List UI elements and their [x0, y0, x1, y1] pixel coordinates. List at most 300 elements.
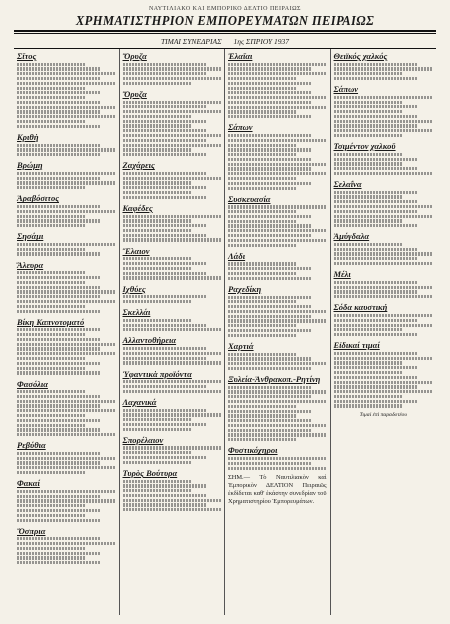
- price-line: [17, 110, 101, 113]
- price-line: [123, 229, 192, 232]
- price-line: [334, 134, 404, 137]
- price-line: [123, 385, 207, 388]
- price-line: [334, 314, 434, 317]
- price-line: [123, 361, 222, 364]
- price-line: [123, 418, 192, 421]
- commodity-section: [123, 307, 222, 331]
- price-line: [334, 205, 434, 208]
- price-line: [228, 305, 312, 308]
- price-line: [228, 220, 297, 223]
- commodity-section: [228, 341, 327, 370]
- price-line: [123, 503, 207, 506]
- price-line: [334, 252, 434, 255]
- commodity-section: [334, 84, 434, 137]
- commodity-heading: Ἄλευρα: [17, 259, 44, 270]
- price-line: [123, 224, 207, 227]
- commodity-section: [17, 260, 116, 313]
- price-line: [334, 404, 404, 407]
- price-line: [334, 195, 404, 198]
- commodity-section: [17, 478, 116, 521]
- price-line: [123, 480, 192, 483]
- price-line: [228, 139, 327, 142]
- commodity-section: [123, 246, 222, 280]
- price-line: [123, 499, 222, 502]
- price-line: [17, 514, 86, 517]
- price-line: [228, 187, 297, 190]
- commodity-heading: Ρεβύθια: [17, 440, 46, 451]
- price-line: [334, 124, 419, 127]
- commodity-section: [17, 317, 116, 375]
- price-line: [228, 424, 327, 427]
- commodity-heading: Κριθὴ: [17, 131, 39, 142]
- price-line: [228, 67, 312, 70]
- price-line: [228, 229, 327, 232]
- price-line: [228, 400, 327, 403]
- column-3: [225, 49, 331, 615]
- price-line: [334, 200, 419, 203]
- price-line: [123, 456, 207, 459]
- price-line: [17, 409, 116, 412]
- commodity-section: [123, 369, 222, 393]
- price-line: [17, 509, 101, 512]
- price-line: [17, 248, 86, 251]
- price-line: [334, 290, 419, 293]
- price-line: [17, 286, 101, 289]
- price-line: [17, 556, 86, 559]
- price-line: [17, 153, 101, 156]
- price-line: [334, 371, 404, 374]
- price-line: [123, 172, 207, 175]
- price-line: [17, 148, 116, 151]
- price-line: [123, 267, 192, 270]
- price-line: [123, 347, 207, 350]
- commodity-heading: Φυστικόχηροι: [228, 445, 278, 456]
- price-line: [123, 124, 192, 127]
- price-line: [228, 96, 327, 99]
- commodity-heading: Φακαί: [17, 478, 40, 489]
- price-line: [17, 106, 116, 109]
- price-line: [228, 262, 297, 265]
- price-line: [17, 219, 101, 222]
- price-line: [334, 158, 419, 161]
- price-line: [17, 404, 101, 407]
- price-line: [17, 461, 101, 464]
- price-line: [228, 267, 312, 270]
- price-line: [334, 96, 434, 99]
- price-line: [123, 63, 207, 66]
- price-line: [228, 462, 312, 465]
- price-line: [17, 561, 101, 564]
- price-line: [123, 191, 192, 194]
- commodity-section: [334, 51, 434, 80]
- price-line: [17, 295, 101, 298]
- price-line: [334, 129, 434, 132]
- price-line: [123, 134, 222, 137]
- price-line: [17, 367, 86, 370]
- price-line: [17, 471, 86, 474]
- notice-text: ΣΗΜ.— Τὸ Ναυτιλιακὸν καὶ Ἐμπορικὸν ΔΕΛΤΙΟΝ Πειραιῶς ἐκδίδεται καθ' ἑκάστην συνεδρίαν τοῦ Χρηματιστηρίου Ἐμπορευμάτων.: [228, 473, 327, 505]
- price-line: [334, 120, 434, 123]
- commodity-heading: Ἀραβόσιτος: [17, 193, 59, 204]
- price-line: [228, 353, 297, 356]
- price-line: [123, 276, 222, 279]
- price-line: [123, 148, 192, 151]
- masthead-rule: [14, 30, 436, 32]
- column-2: [120, 49, 226, 615]
- commodity-heading: Λαχανικά: [122, 396, 157, 407]
- price-line: [334, 101, 404, 104]
- price-line: [17, 281, 86, 284]
- commodity-heading: Ραχεδίκη: [228, 283, 262, 294]
- price-line: [17, 101, 101, 104]
- commodity-section: [123, 397, 222, 431]
- price-line: [17, 419, 101, 422]
- price-line: [123, 272, 207, 275]
- price-line: [334, 248, 419, 251]
- price-line: [228, 172, 327, 175]
- commodity-heading: Χαρτιά: [228, 340, 254, 351]
- price-line: [334, 219, 404, 222]
- price-line: [228, 334, 297, 337]
- price-line: [228, 148, 312, 151]
- price-line: [123, 390, 222, 393]
- price-line: [334, 72, 404, 75]
- commodity-section: [228, 122, 327, 189]
- price-line: [228, 91, 312, 94]
- commodity-heading: Ζαχάρεις: [122, 160, 155, 171]
- price-line: [334, 172, 434, 175]
- commodity-heading: Βίκη Καπνοτοματό: [17, 316, 85, 327]
- column-1: [14, 49, 120, 615]
- price-line: [334, 352, 419, 355]
- price-line: [17, 466, 116, 469]
- price-line: [228, 77, 297, 80]
- price-line: [228, 134, 312, 137]
- commodity-section: [17, 132, 116, 156]
- price-line: [228, 110, 297, 113]
- commodity-section: [17, 379, 116, 437]
- commodity-heading: Ὄρυζα: [122, 51, 147, 61]
- price-line: [334, 357, 434, 360]
- commodity-section: [228, 194, 327, 247]
- price-line: [17, 72, 116, 75]
- price-line: [123, 196, 207, 199]
- commodity-section: [123, 160, 222, 199]
- price-line: [228, 72, 327, 75]
- price-line: [17, 552, 101, 555]
- commodity-heading: Σκελλάι: [122, 307, 151, 318]
- commodity-heading: Ὄσπρια: [17, 525, 46, 536]
- commodity-section: [228, 374, 327, 441]
- commodity-heading: Ἔλαιον: [122, 245, 150, 256]
- price-line: [17, 125, 101, 128]
- price-line: [228, 163, 327, 166]
- masthead-title: ΧΡΗΜΑΤΙΣΤΗΡΙΟΝ ΕΜΠΟΡΕΥΜΑΤΩΝ ΠΕΙΡΑΙΩΣ: [75, 13, 375, 28]
- price-line: [334, 77, 419, 80]
- price-line: [228, 215, 312, 218]
- price-line: [17, 210, 116, 213]
- price-line: [17, 390, 86, 393]
- price-line: [228, 433, 327, 436]
- price-line: [228, 315, 312, 318]
- price-line: [228, 82, 312, 85]
- price-line: [123, 295, 207, 298]
- price-line: [17, 414, 86, 417]
- commodity-heading: Σόδα καυστική: [333, 302, 388, 313]
- price-line: [228, 296, 312, 299]
- price-line: [228, 167, 312, 170]
- price-line: [334, 115, 419, 118]
- price-line: [17, 547, 86, 550]
- commodity-section: [334, 302, 434, 336]
- price-line: [17, 205, 101, 208]
- price-line: [228, 210, 297, 213]
- price-line: [17, 519, 101, 522]
- price-line: [17, 371, 101, 374]
- price-line: [17, 77, 101, 80]
- price-line: [17, 67, 101, 70]
- price-line: [17, 177, 101, 180]
- price-line: [228, 277, 312, 280]
- price-line: [123, 181, 192, 184]
- price-line: [334, 262, 434, 265]
- price-line: [17, 499, 116, 502]
- commodity-section: [123, 51, 222, 85]
- price-line: [17, 357, 86, 360]
- price-line: [228, 177, 297, 180]
- commodity-section: [123, 89, 222, 156]
- price-line: [17, 91, 101, 94]
- price-line: [334, 319, 419, 322]
- price-line: [17, 400, 116, 403]
- price-line: [17, 537, 101, 540]
- commodity-heading: Ἀμύγδαλα: [333, 231, 370, 242]
- price-line: [228, 438, 297, 441]
- price-line: [17, 542, 116, 545]
- commodity-heading: Φασόλια: [17, 378, 48, 389]
- price-line: [17, 352, 116, 355]
- price-line: [228, 63, 327, 66]
- session-line: [14, 37, 436, 46]
- price-line: [334, 162, 404, 165]
- price-line: [17, 362, 101, 365]
- price-line: [17, 490, 116, 493]
- price-line: [228, 244, 297, 247]
- price-line: [228, 390, 327, 393]
- price-line: [228, 419, 312, 422]
- price-line: [228, 386, 312, 389]
- price-line: [123, 186, 207, 189]
- price-line: [17, 310, 101, 313]
- price-line: [228, 234, 312, 237]
- price-line: [17, 82, 116, 85]
- commodity-heading: Σελαΐνα: [333, 179, 362, 190]
- commodity-heading: Ὑφαντικὰ προϊόντα: [122, 368, 192, 379]
- price-line: [17, 433, 116, 436]
- price-line: [228, 429, 312, 432]
- price-line: [123, 352, 222, 355]
- commodity-section: [123, 435, 222, 464]
- price-line: [17, 252, 101, 255]
- price-line: [228, 87, 297, 90]
- price-line: [334, 361, 404, 364]
- price-line: [123, 484, 207, 487]
- session-label: ΤΙΜΑΙ ΣΥΝΕΔΡΙΑΣ: [160, 37, 222, 46]
- price-line: [123, 446, 222, 449]
- price-line: [228, 182, 312, 185]
- price-line: [334, 281, 419, 284]
- commodity-heading: Θειϊκός χαλκός: [333, 51, 388, 61]
- commodity-heading: Ἐλαῖαι: [228, 51, 253, 61]
- commodity-section: [123, 284, 222, 304]
- commodity-section: [334, 141, 434, 175]
- price-line: [123, 423, 207, 426]
- price-line: [123, 115, 192, 118]
- price-line: [17, 181, 116, 184]
- price-line: [123, 153, 207, 156]
- price-line: [334, 215, 434, 218]
- price-line: [334, 390, 434, 393]
- price-line: [228, 300, 297, 303]
- price-line: [123, 357, 207, 360]
- price-line: [123, 177, 222, 180]
- commodity-heading: Τυρὸς Βούτυρα: [122, 467, 178, 478]
- price-line: [228, 405, 297, 408]
- price-line: [334, 400, 419, 403]
- price-line: [17, 290, 116, 293]
- price-columns: [14, 49, 436, 615]
- price-line: [17, 424, 86, 427]
- price-line: [17, 343, 116, 346]
- price-line: [334, 381, 434, 384]
- price-line: [228, 357, 312, 360]
- price-line: [123, 105, 207, 108]
- price-line: [123, 67, 222, 70]
- price-line: [228, 115, 312, 118]
- commodity-heading: Ὄρυζα: [122, 88, 147, 99]
- commodity-heading: Σησάμι: [17, 231, 44, 242]
- price-line: [123, 262, 207, 265]
- commodity-heading: Λάδι: [228, 250, 246, 261]
- commodity-section: [228, 445, 327, 469]
- price-line: [17, 495, 101, 498]
- session-date: 1ης ΣΠΡΙΟΥ 1937: [233, 37, 290, 46]
- price-line: [17, 457, 116, 460]
- commodity-section: [17, 440, 116, 474]
- price-line: [123, 215, 222, 218]
- price-line: [123, 300, 192, 303]
- price-line: [334, 153, 404, 156]
- commodity-heading: Σῖτος: [17, 51, 37, 61]
- price-line: [123, 319, 192, 322]
- commodity-section: [17, 231, 116, 255]
- price-line: [228, 329, 312, 332]
- price-line: [228, 158, 312, 161]
- price-line: [334, 324, 434, 327]
- price-line: [123, 494, 207, 497]
- price-line: [228, 410, 312, 413]
- price-line: [123, 101, 222, 104]
- price-line: [228, 106, 327, 109]
- column-footer: Τιμαί ἐπὶ παραδοτέου: [359, 411, 407, 418]
- commodity-section: [228, 251, 327, 280]
- price-line: [17, 347, 101, 350]
- commodity-section: [17, 160, 116, 189]
- price-line: [17, 243, 116, 246]
- price-line: [228, 324, 297, 327]
- price-line: [228, 224, 312, 227]
- price-line: [17, 328, 101, 331]
- commodity-section: [123, 468, 222, 511]
- price-line: [228, 310, 327, 313]
- price-line: [17, 144, 101, 147]
- price-line: [334, 105, 419, 108]
- commodity-heading: Σάπων: [333, 84, 359, 95]
- price-line: [228, 239, 327, 242]
- price-line: [123, 451, 192, 454]
- commodity-heading: Σπορέλαιον: [122, 434, 164, 445]
- price-line: [17, 271, 86, 274]
- price-line: [17, 87, 86, 90]
- price-line: [123, 129, 207, 132]
- publication-line: ΝΑΥΤΙΛΙΑΚΟ ΚΑΙ ΕΜΠΟΡΙΚΟ ΔΕΛΤΙΟ ΠΕΙΡΑΙΩΣ: [148, 6, 302, 12]
- price-line: [17, 96, 86, 99]
- commodity-heading: Εἰδικαί τιμαί: [333, 340, 380, 351]
- price-line: [334, 191, 419, 194]
- price-line: [123, 77, 222, 80]
- commodity-section: [17, 193, 116, 227]
- price-line: [334, 67, 434, 70]
- price-line: [123, 82, 192, 85]
- commodity-heading: Ξυλεία-Ἀνθρακοπ.-Ρητίνη: [228, 374, 321, 385]
- price-line: [123, 144, 222, 147]
- price-line: [123, 489, 192, 492]
- price-line: [123, 238, 222, 241]
- price-line: [17, 115, 116, 118]
- price-line: [17, 63, 86, 66]
- price-line: [334, 243, 404, 246]
- price-line: [123, 380, 222, 383]
- price-line: [17, 276, 101, 279]
- price-line: [123, 110, 222, 113]
- price-line: [334, 286, 434, 289]
- price-line: [17, 186, 86, 189]
- price-line: [123, 328, 222, 331]
- price-line: [17, 120, 86, 123]
- commodity-heading: Αλλαντοθήρεια: [122, 335, 177, 346]
- price-line: [228, 144, 297, 147]
- commodity-section: [334, 269, 434, 298]
- masthead-rule-thin: [14, 33, 436, 34]
- commodity-heading: Ιχθύες: [122, 283, 146, 294]
- price-line: [123, 428, 192, 431]
- commodity-heading: Μέλι: [333, 269, 351, 280]
- commodity-heading: Τσιμέντον χαλκοῦ: [333, 141, 396, 152]
- price-line: [123, 234, 207, 237]
- price-line: [123, 508, 222, 511]
- price-line: [334, 295, 434, 298]
- price-line: [334, 328, 404, 331]
- price-line: [123, 409, 207, 412]
- price-line: [17, 333, 86, 336]
- price-line: [228, 319, 327, 322]
- price-line: [228, 272, 297, 275]
- price-line: [123, 139, 207, 142]
- price-line: [123, 257, 192, 260]
- price-line: [334, 257, 419, 260]
- price-line: [123, 219, 192, 222]
- commodity-heading: Βρώμη: [17, 160, 43, 171]
